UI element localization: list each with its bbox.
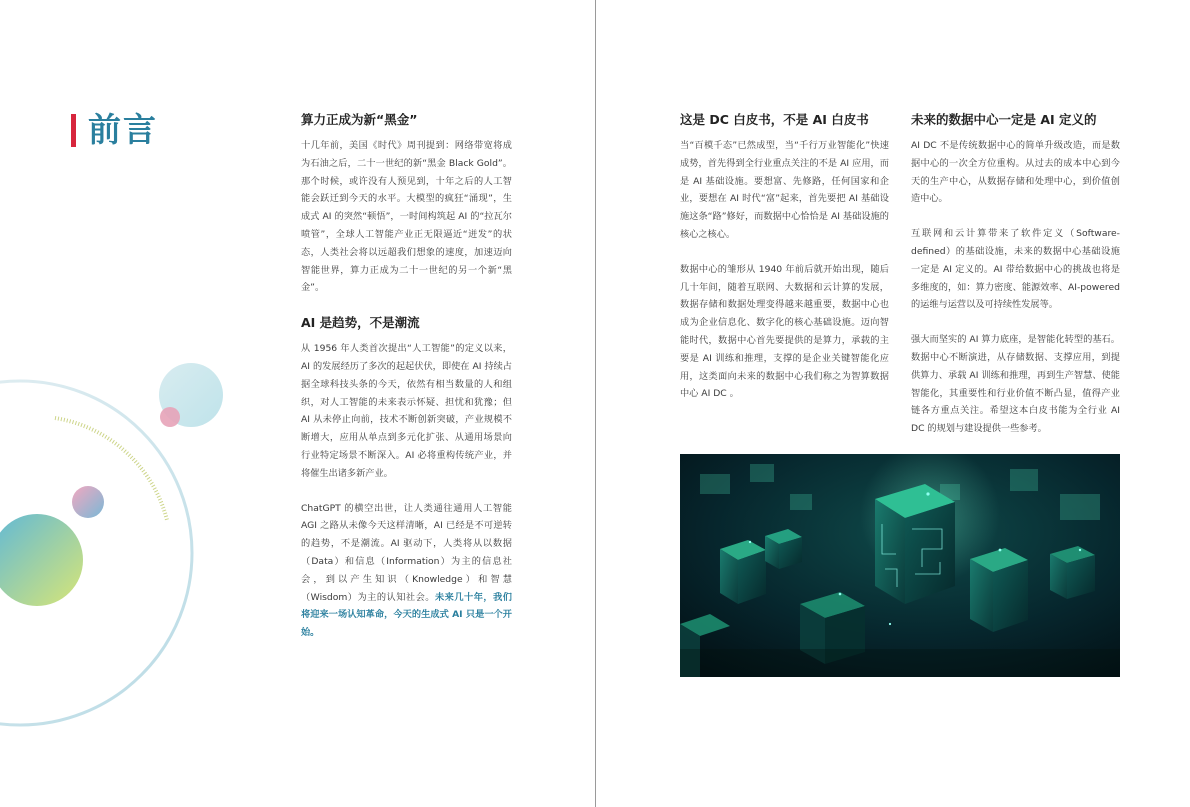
right-column-b [911, 112, 1120, 438]
paragraph-text: ChatGPT 的横空出世，让人类通往通用人工智能 AGI 之路从未像今天这样清晰，AI 已经是不可逆转的趋势，不是潮流。AI 驱动下，人类将从以数据（Data）和信息（Information）为主的信息社会，到以产生知识（Knowledge）和智慧（Wisdom）为主的认知社会。 [301, 502, 512, 603]
paragraph: 从 1956 年人类首次提出“人工智能”的定义以来，AI 的发展经历了多次的起起伏伏，即使在 AI 持续占据全球科技头条的今天，依然有相当数量的人和组织，对人工智能的未来表示怀疑、担忧和犹豫；但 AI 从未停止向前，技术不断创新突破，产业规模不断增大，应用从单点到多元化扩张、从通用场景向行业特定场景不断深入。AI 必将重构传统产业，并将催生出诸多新产业。 [301, 343, 512, 479]
side-cube-mid [765, 529, 802, 569]
paragraph: 十几年前，美国《时代》周刊提到：网络带宽将成为石油之后，二十一世纪的新“黑金 Black Gold”。那个时候，或许没有人预见到，十年之后的人工智能会跃迁到今天的水平。大模型的疯狂“涌现”，生成式 AI 的突然“顿悟”，一时间构筑起 AI 的“拉瓦尔喷管”，全球人工智能产业正无限逼近“迸发”的状态，人类社会将以远超我们想象的速度，加速迈向智能世界，算力正成为二十一世纪的另一个新“黑金”。 [301, 140, 512, 294]
paragraph: 互联网和云计算带来了软件定义（Software-defined）的基础设施，未来的数据中心基础设施一定是 AI 定义的。AI 带给数据中心的挑战也将是多维度的，如：算力密度、能源效率、AI-powered 的运维与运营以及可持续性发展等。 [911, 228, 1120, 311]
right-column-a [680, 112, 889, 403]
section-heading-ai-trend: AI 是趋势，不是潮流 [301, 315, 420, 331]
hero-image [680, 454, 1120, 677]
dotted-arc [55, 418, 167, 520]
left-column [301, 112, 512, 642]
small-pink-circle [160, 407, 180, 427]
section-heading-black-gold: 算力正成为新“黑金” [301, 112, 418, 127]
highlight-text: 未来几十年，我们将迎来一场认知革命，今天的生成式 AI 只是一个开始。 [301, 591, 512, 639]
paragraph: AI DC 不是传统数据中心的简单升级改造，而是数据中心的一次全方位重构。从过去的成本中心到今天的生产中心，从数据存储和处理中心，到价值创造中心。 [911, 140, 1120, 205]
big-circle [0, 514, 83, 606]
section-heading-ai-defined: 未来的数据中心一定是 AI 定义的 [911, 112, 1097, 127]
side-cube-left [720, 540, 766, 604]
paragraph: 数据中心的雏形从 1940 年前后就开始出现，随后几十年间，随着互联网、大数据和云计算的发展，数据存储和数据处理变得越来越重要，数据中心也成为企业信息化、数字化的核心基础设施。迈向智能时代，数据中心首先要提供的是算力，承载的主要是 AI 训练和推理，支撑的是企业关键智能化应用，这类面向未来的数据中心我们称之为智算数据中心 AI DC 。 [680, 263, 889, 400]
page-title: 前言 [88, 110, 158, 149]
mid-circle [72, 486, 104, 518]
section-heading-dc-whitepaper: 这是 DC 白皮书，不是 AI 白皮书 [680, 112, 869, 127]
main-cube [875, 484, 955, 604]
side-cube-right [970, 548, 1028, 632]
paragraph [301, 500, 512, 642]
paragraph: 强大而坚实的 AI 算力底座，是智能化转型的基石。数据中心不断演进，从存储数据、支撑应用，到提供算力、承载 AI 训练和推理，再到生产智慧、使能智能化，其重要性和行业价值不断凸显，值得产业链各方重点关注。希望这本白皮书能为全行业 AI DC 的规划与建设提供一些参考。 [911, 334, 1120, 435]
side-cube-far-right [1050, 546, 1095, 599]
title-accent-bar [71, 114, 76, 147]
circuit-cubes-illustration [680, 454, 1120, 677]
paragraph: 当“百模千态”已然成型，当“千行万业智能化”快速成势，首先得到全行业重点关注的不是 AI 应用，而是 AI 基础设施。要想富、先修路，任何国家和企业，要想在 AI 时代“富”起来，首先要把 AI 基础设施这条“路”修好，而数据中心恰恰是 AI 基础设施的核心之核心。 [680, 140, 889, 240]
